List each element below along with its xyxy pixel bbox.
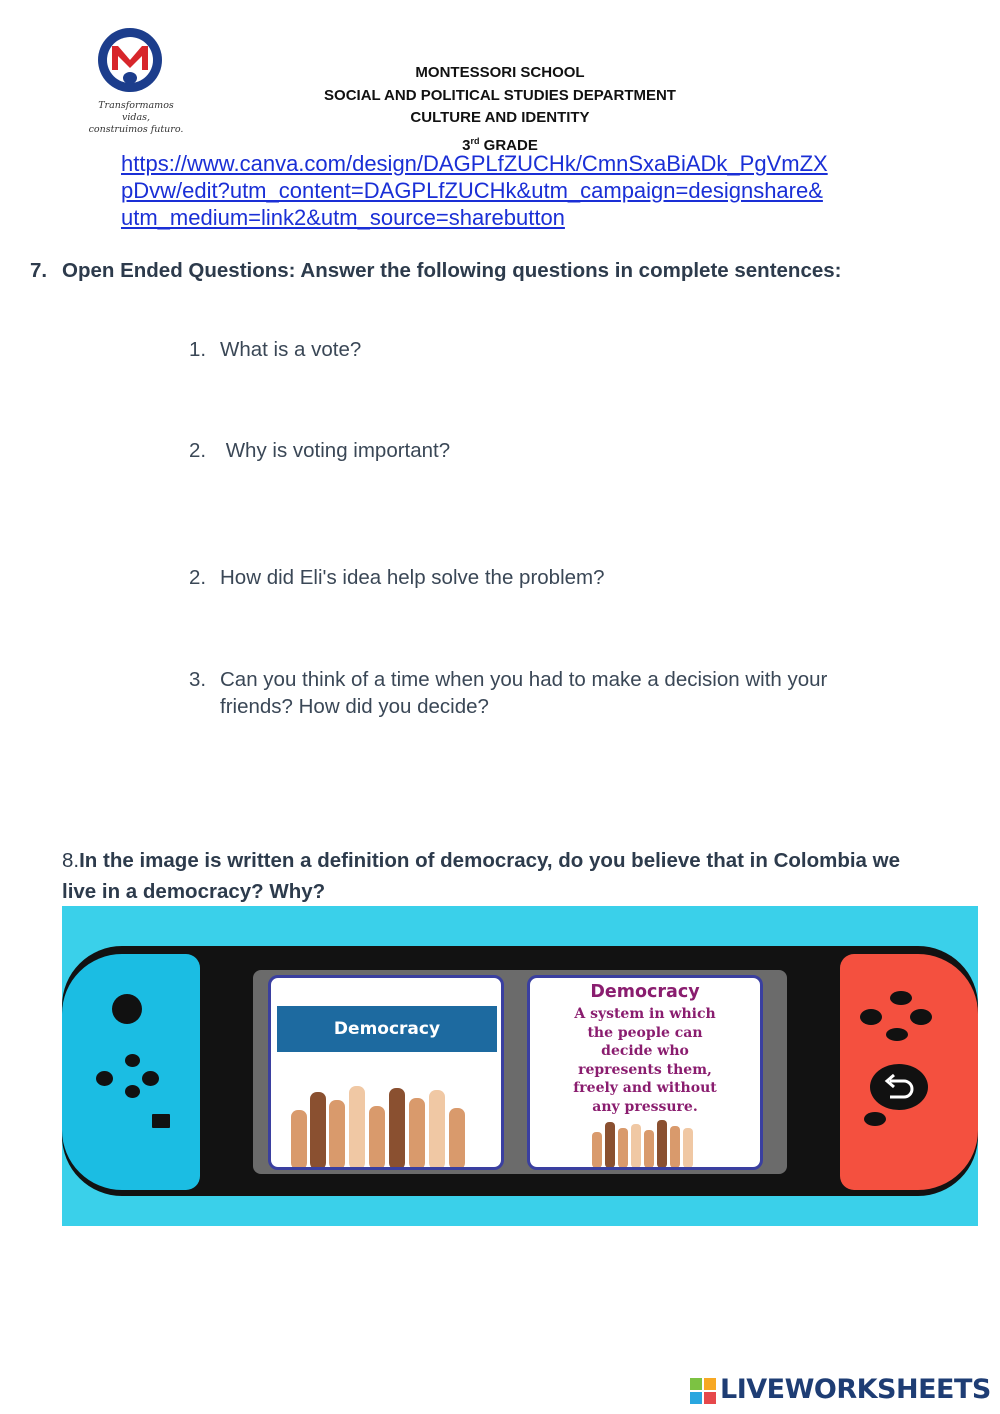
- grade-label: 3rd GRADE: [462, 135, 538, 154]
- question-item: 3. Can you think of a time when you had to make a decision with your friends? How did you decide?: [189, 668, 828, 718]
- democracy-title-card: [268, 975, 504, 1170]
- definition-title: Democracy: [590, 982, 700, 1002]
- raised-hands-icon: [283, 1080, 483, 1170]
- card-title: Democracy: [277, 1006, 497, 1052]
- question-item: 1. What is a vote?: [189, 338, 362, 361]
- console-screen: [253, 970, 787, 1174]
- joystick-icon: [112, 994, 142, 1024]
- dpad-up-icon: [125, 1054, 140, 1067]
- document-header: [250, 62, 750, 157]
- dpad-down-icon: [125, 1085, 140, 1098]
- return-button-icon: [870, 1064, 928, 1110]
- canva-link[interactable]: https://www.canva.com/design/DAGPLfZUCHk/CmnSxaBiADk_PgVmZX pDvw/edit?utm_content=DAGPLfZUCHk&utm_campaign=designshare& utm_medium=link2&utm_source=sharebutton: [121, 151, 828, 230]
- question-item: 2. Why is voting important?: [189, 439, 451, 462]
- dpad-right-icon: [142, 1071, 159, 1086]
- subject-name: CULTURE AND IDENTITY: [410, 109, 590, 126]
- button-a-icon: [910, 1009, 932, 1025]
- home-button-icon: [864, 1112, 886, 1126]
- raised-hands-small-icon: [588, 1118, 706, 1168]
- dpad-left-icon: [96, 1071, 113, 1086]
- button-y-icon: [860, 1009, 882, 1025]
- button-b-icon: [886, 1028, 908, 1041]
- logo-slogan: Transformamos vidas, construimos futuro.: [88, 100, 184, 135]
- capture-button-icon: [152, 1114, 170, 1128]
- question-item: 2. How did Eli's idea help solve the problem?: [189, 566, 605, 589]
- school-name: MONTESSORI SCHOOL: [415, 64, 585, 81]
- liveworksheets-logo-icon: [690, 1378, 716, 1404]
- left-joycon: [62, 954, 200, 1190]
- democracy-definition-card: [527, 975, 763, 1170]
- democracy-console-image: [62, 906, 978, 1226]
- department-name: SOCIAL AND POLITICAL STUDIES DEPARTMENT: [324, 86, 676, 104]
- section-7-heading: 7. Open Ended Questions: Answer the following questions in complete sentences:: [30, 259, 842, 282]
- right-joycon: [840, 954, 978, 1190]
- return-arrow-icon: [870, 1064, 928, 1110]
- school-logo: [86, 26, 186, 136]
- definition-text: A system in which the people can decide who represents them, freely and without any pressure.: [573, 1006, 717, 1115]
- liveworksheets-brand: [690, 1374, 990, 1408]
- brand-name: LIVEWORKSHEETS: [720, 1374, 991, 1405]
- button-x-icon: [890, 991, 912, 1005]
- section-8-question: 8.In the image is written a definition of democracy, do you believe that in Colombia we live in a democracy? Why?: [62, 849, 901, 903]
